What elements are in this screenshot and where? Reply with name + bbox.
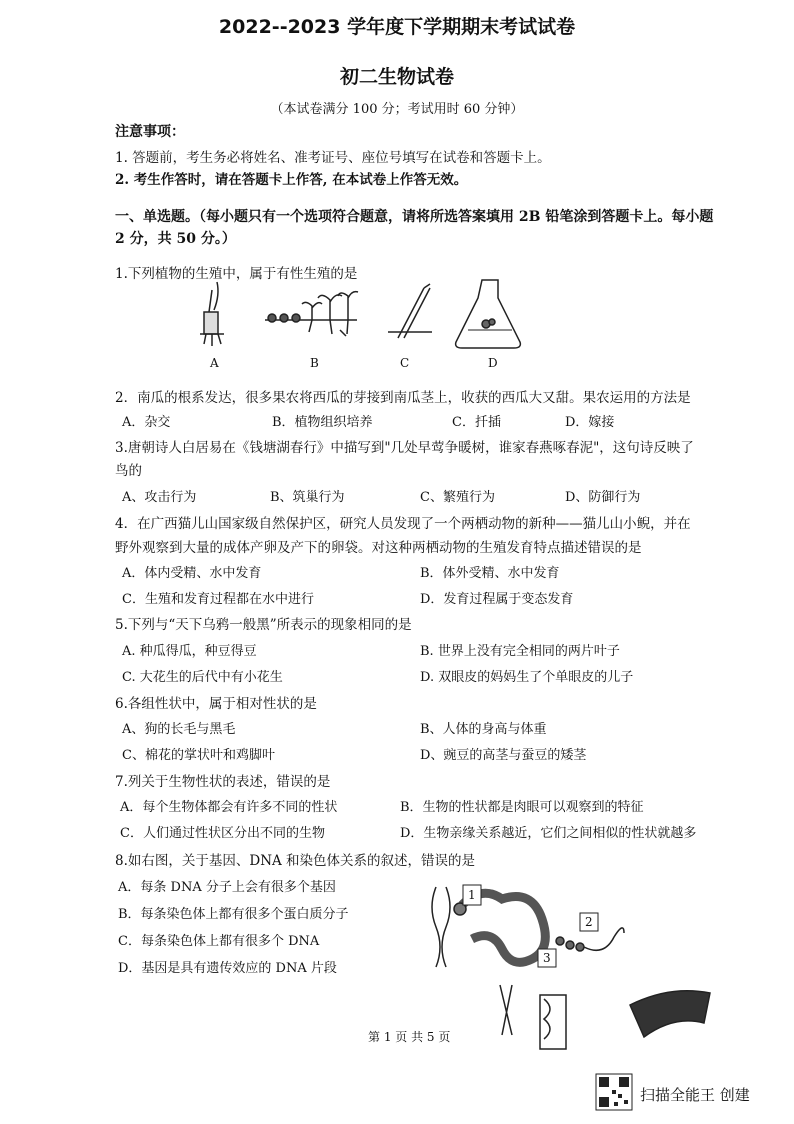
question-1-figure bbox=[0, 270, 794, 390]
section-heading-line-1: 一、单选题。（每小题只有一个选项符合题意，请将所选答案填用 2B 铅笔涂到答题卡上。每小题 bbox=[115, 209, 714, 225]
question-2-option-c: C．扦插 bbox=[452, 415, 501, 430]
question-5-option-d: D. 双眼皮的妈妈生了个单眼皮的儿子 bbox=[420, 670, 634, 685]
chromosome-icon bbox=[432, 887, 450, 967]
question-8-option-d: D．基因是具有遗传效应的 DNA 片段 bbox=[118, 961, 337, 976]
figure-label-d: D bbox=[488, 356, 498, 370]
question-4-option-c: C．生殖和发育过程都在水中进行 bbox=[122, 592, 314, 607]
question-8-option-a: A．每条 DNA 分子上会有很多个基因 bbox=[118, 880, 336, 895]
question-7-stem: 7.列关于生物性状的表述，错误的是 bbox=[115, 774, 331, 790]
figure-d-flask-icon bbox=[456, 280, 521, 348]
question-8-figure bbox=[0, 875, 794, 1075]
question-6-option-a: A、狗的长毛与黑毛 bbox=[122, 722, 236, 737]
dna-strand-icon bbox=[500, 985, 512, 1035]
question-6-option-d: D、豌豆的高茎与蚕豆的矮茎 bbox=[420, 748, 587, 763]
question-7-option-b: B．生物的性状都是肉眼可以观察到的特征 bbox=[400, 800, 644, 815]
figure-c-grafting-icon bbox=[388, 284, 432, 338]
question-1-stem: 1.下列植物的生殖中，属于有性生殖的是 bbox=[115, 266, 358, 282]
notice-item-1: 1. 答题前，考生务必将姓名、准考证号、座位号填写在试卷和答题卡上。 bbox=[115, 150, 551, 166]
question-7-option-c: C．人们通过性状区分出不同的生物 bbox=[120, 826, 325, 841]
question-3-option-c: C、繁殖行为 bbox=[420, 490, 495, 505]
figure-label-c: C bbox=[400, 356, 410, 370]
question-3-option-d: D、防御行为 bbox=[565, 490, 641, 505]
section-heading-line-2: 2 分，共 50 分。） bbox=[115, 231, 236, 247]
question-3-stem-cont: 鸟的 bbox=[115, 463, 142, 479]
protein-strand-icon bbox=[630, 991, 710, 1037]
notice-heading: 注意事项： bbox=[115, 124, 185, 140]
question-6-option-c: C、棉花的掌状叶和鸡脚叶 bbox=[122, 748, 275, 763]
question-4-stem: 4．在广西猫儿山国家级自然保护区，研究人员发现了一个两栖动物的新种——猫儿山小鲵，并在 bbox=[115, 516, 691, 532]
question-6-stem: 6.各组性状中，属于相对性状的是 bbox=[115, 696, 317, 712]
figure-b-seedlings-icon bbox=[265, 292, 358, 336]
question-5-option-c: C. 大花生的后代中有小花生 bbox=[122, 670, 283, 685]
page-number: 第 1 页 共 5 页 bbox=[368, 1030, 451, 1044]
question-4-option-d: D．发育过程属于变态发育 bbox=[420, 592, 574, 607]
question-3-option-a: A、攻击行为 bbox=[122, 490, 197, 505]
figure-box-label-3: 3 bbox=[543, 951, 551, 965]
notice-item-2: 2. 考生作答时，请在答题卡上作答, 在本试卷上作答无效。 bbox=[115, 172, 468, 188]
question-8-option-c: C．每条染色体上都有很多个 DNA bbox=[118, 934, 320, 949]
figure-box-label-1: 1 bbox=[468, 888, 476, 902]
qr-code-icon bbox=[596, 1074, 632, 1110]
figure-label-b: B bbox=[310, 356, 319, 370]
question-3-option-b: B、筑巢行为 bbox=[270, 490, 345, 505]
question-4-option-b: B．体外受精、水中发育 bbox=[420, 566, 560, 581]
question-4-stem-cont: 野外观察到大量的成体产卵及产下的卵袋。对这种两栖动物的生殖发育特点描述错误的是 bbox=[115, 540, 642, 556]
exam-subtitle: 初二生物试卷 bbox=[339, 66, 454, 88]
figure-a-cutting-icon bbox=[200, 282, 224, 346]
figure-label-a: A bbox=[210, 356, 219, 370]
question-8-stem: 8.如右图，关于基因、DNA 和染色体关系的叙述，错误的是 bbox=[115, 853, 476, 869]
question-5-option-a: A. 种瓜得瓜，种豆得豆 bbox=[122, 644, 257, 659]
question-2-stem: 2．南瓜的根系发达，很多果农将西瓜的芽接到南瓜茎上，收获的西瓜大又甜。果农运用的方法是 bbox=[115, 390, 691, 406]
question-2-option-a: A．杂交 bbox=[122, 415, 171, 430]
question-7-option-a: A．每个生物体都会有许多不同的性状 bbox=[120, 800, 338, 815]
question-4-option-a: A．体内受精、水中发育 bbox=[122, 566, 262, 581]
question-2-option-b: B．植物组织培养 bbox=[272, 415, 373, 430]
question-5-option-b: B. 世界上没有完全相同的两片叶子 bbox=[420, 644, 620, 659]
scanner-watermark: 扫描全能王 创建 bbox=[640, 1086, 750, 1104]
question-3-stem: 3.唐朝诗人白居易在《钱塘湖春行》中描写到"几处早莺争暖树，谁家春燕啄春泥"，这句诗反映了 bbox=[115, 440, 694, 456]
question-5-stem: 5.下列与“天下乌鸦一般黑”所表示的现象相同的是 bbox=[115, 617, 412, 633]
question-2-option-d: D．嫁接 bbox=[565, 415, 615, 430]
question-8-option-b: B．每条染色体上都有很多个蛋白质分子 bbox=[118, 907, 349, 922]
exam-title: 2022--2023 学年度下学期期末考试试卷 bbox=[218, 16, 576, 38]
figure-box-label-2: 2 bbox=[585, 915, 593, 929]
exam-note: （本试卷满分 100 分；考试用时 60 分钟） bbox=[270, 102, 524, 117]
question-7-option-d: D．生物亲缘关系越近，它们之间相似的性状就越多 bbox=[400, 826, 697, 841]
question-6-option-b: B、人体的身高与体重 bbox=[420, 722, 547, 737]
